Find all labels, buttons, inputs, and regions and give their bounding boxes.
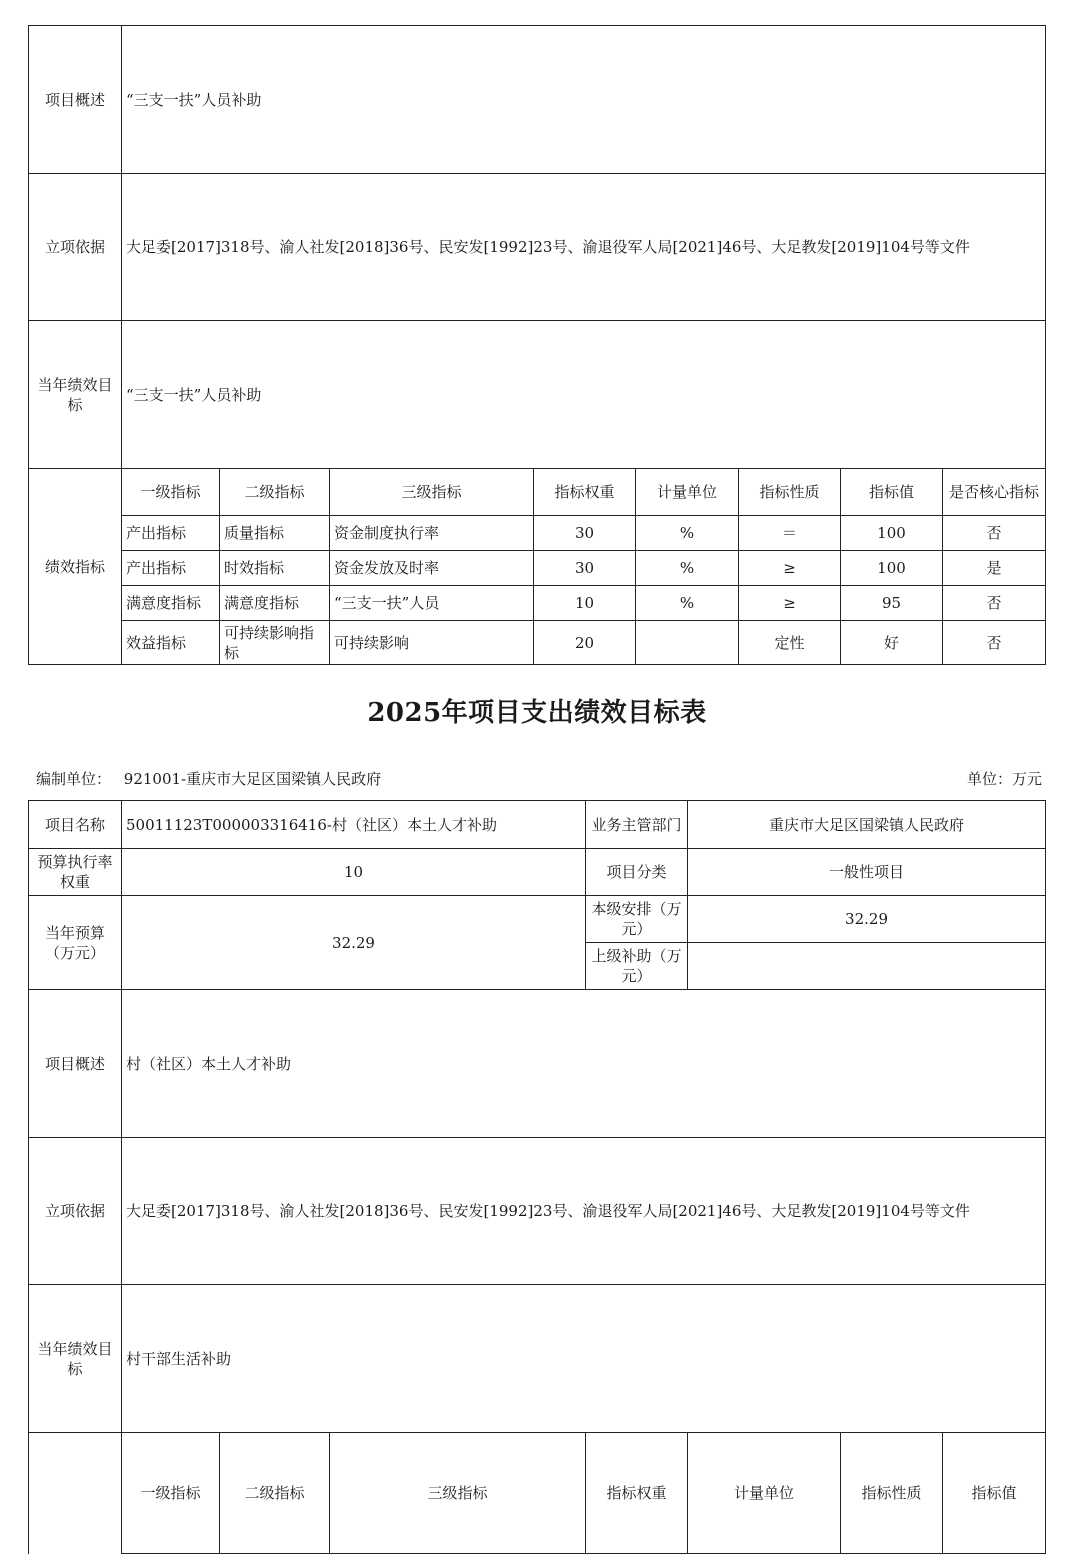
indicator-cell: 产出指标	[122, 516, 220, 551]
indicator-header: 二级指标	[220, 1433, 330, 1554]
indicator-cell: “三支一扶”人员	[330, 586, 534, 621]
currency-unit: 单位：万元	[966, 770, 1042, 788]
project-name-value: 50011123T000003316416-村（社区）本土人才补助	[122, 801, 586, 849]
local-value: 32.29	[688, 896, 1046, 943]
annual-goal-value: “三支一扶”人员补助	[122, 321, 1046, 469]
indicator-row	[29, 586, 1046, 621]
indicator-cell: 30	[534, 516, 636, 551]
indicator-header: 指标性质	[841, 1433, 943, 1554]
indicator-cell: 否	[943, 621, 1046, 665]
overview-value: 村（社区）本土人才补助	[122, 990, 1046, 1138]
indicator-header: 二级指标	[220, 469, 330, 516]
indicator-row	[29, 551, 1046, 586]
indicator-cell: 效益指标	[122, 621, 220, 665]
indicator-cell: 否	[943, 516, 1046, 551]
indicator-cell: %	[636, 551, 739, 586]
indicator-cell: 否	[943, 586, 1046, 621]
indicator-cell: 可持续影响	[330, 621, 534, 665]
annual-goal-label: 当年绩效目标	[29, 321, 122, 469]
indicator-cell: 满意度指标	[122, 586, 220, 621]
exec-weight-value: 10	[122, 849, 586, 896]
indicator-cell: 30	[534, 551, 636, 586]
indicator-cell: 质量指标	[220, 516, 330, 551]
basis-value: 大足委[2017]318号、渝人社发[2018]36号、民安发[1992]23号、渝退役军人局[2021]46号、大足教发[2019]104号等文件	[122, 174, 1046, 321]
indicator-cell: 定性	[739, 621, 841, 665]
indicator-cell: 满意度指标	[220, 586, 330, 621]
indicator-cell: 20	[534, 621, 636, 665]
indicator-header: 指标权重	[534, 469, 636, 516]
upper-value	[688, 943, 1046, 990]
indicator-header: 是否核心指标	[943, 469, 1046, 516]
dept-label: 业务主管部门	[586, 801, 688, 849]
indicator-cell	[636, 621, 739, 665]
indicator-cell: 好	[841, 621, 943, 665]
page-title: 2025年项目支出绩效目标表	[367, 698, 707, 728]
indicator-cell: 资金制度执行率	[330, 516, 534, 551]
indicator-cell: 产出指标	[122, 551, 220, 586]
category-label: 项目分类	[586, 849, 688, 896]
indicator-header: 指标值	[841, 469, 943, 516]
compiling-unit-value: 921001-重庆市大足区国梁镇人民政府	[123, 770, 382, 788]
basis-label: 立项依据	[29, 1138, 122, 1285]
indicator-row	[29, 516, 1046, 551]
indicator-header: 指标性质	[739, 469, 841, 516]
upper-label: 上级补助（万元）	[586, 943, 688, 990]
annual-goal-value: 村干部生活补助	[122, 1285, 1046, 1433]
indicator-cell: ＝	[739, 516, 841, 551]
indicator-header: 三级指标	[330, 469, 534, 516]
local-label: 本级安排（万元）	[586, 896, 688, 943]
indicator-header: 一级指标	[122, 1433, 220, 1554]
indicator-header: 计量单位	[688, 1433, 841, 1554]
indicator-cell: %	[636, 516, 739, 551]
compiling-unit	[36, 768, 381, 789]
indicator-cell: 时效指标	[220, 551, 330, 586]
indicator-header: 计量单位	[636, 469, 739, 516]
budget-value: 32.29	[122, 896, 586, 990]
section2-table	[28, 800, 1046, 1554]
indicator-cell: 10	[534, 586, 636, 621]
indicator-cell: 可持续影响指标	[220, 621, 330, 665]
compiling-unit-label: 编制单位：	[36, 770, 112, 788]
indicator-cell: 100	[841, 516, 943, 551]
project-name-label: 项目名称	[29, 801, 122, 849]
indicator-cell: %	[636, 586, 739, 621]
indicator-cell: ≥	[739, 586, 841, 621]
exec-weight-label: 预算执行率权重	[29, 849, 122, 896]
indicator-cell: 资金发放及时率	[330, 551, 534, 586]
indicator-header: 指标值	[943, 1433, 1046, 1554]
overview-value: “三支一扶”人员补助	[122, 26, 1046, 174]
indicator-cell: 95	[841, 586, 943, 621]
indicator-cell: ≥	[739, 551, 841, 586]
annual-goal-label: 当年绩效目标	[29, 1285, 122, 1433]
indicator-header: 一级指标	[122, 469, 220, 516]
indicator-cell: 100	[841, 551, 943, 586]
indicators-label: 绩效指标	[29, 469, 122, 665]
overview-label: 项目概述	[29, 26, 122, 174]
indicator-row	[29, 621, 1046, 665]
indicator-cell: 是	[943, 551, 1046, 586]
basis-value: 大足委[2017]318号、渝人社发[2018]36号、民安发[1992]23号、渝退役军人局[2021]46号、大足教发[2019]104号等文件	[122, 1138, 1046, 1285]
basis-label: 立项依据	[29, 174, 122, 321]
overview-label: 项目概述	[29, 990, 122, 1138]
indicator-header: 指标权重	[586, 1433, 688, 1554]
indicator-header: 三级指标	[330, 1433, 586, 1554]
section1-table	[28, 25, 1046, 665]
budget-label: 当年预算（万元）	[29, 896, 122, 990]
indicators-label-cell	[29, 1433, 122, 1554]
dept-value: 重庆市大足区国梁镇人民政府	[688, 801, 1046, 849]
category-value: 一般性项目	[688, 849, 1046, 896]
